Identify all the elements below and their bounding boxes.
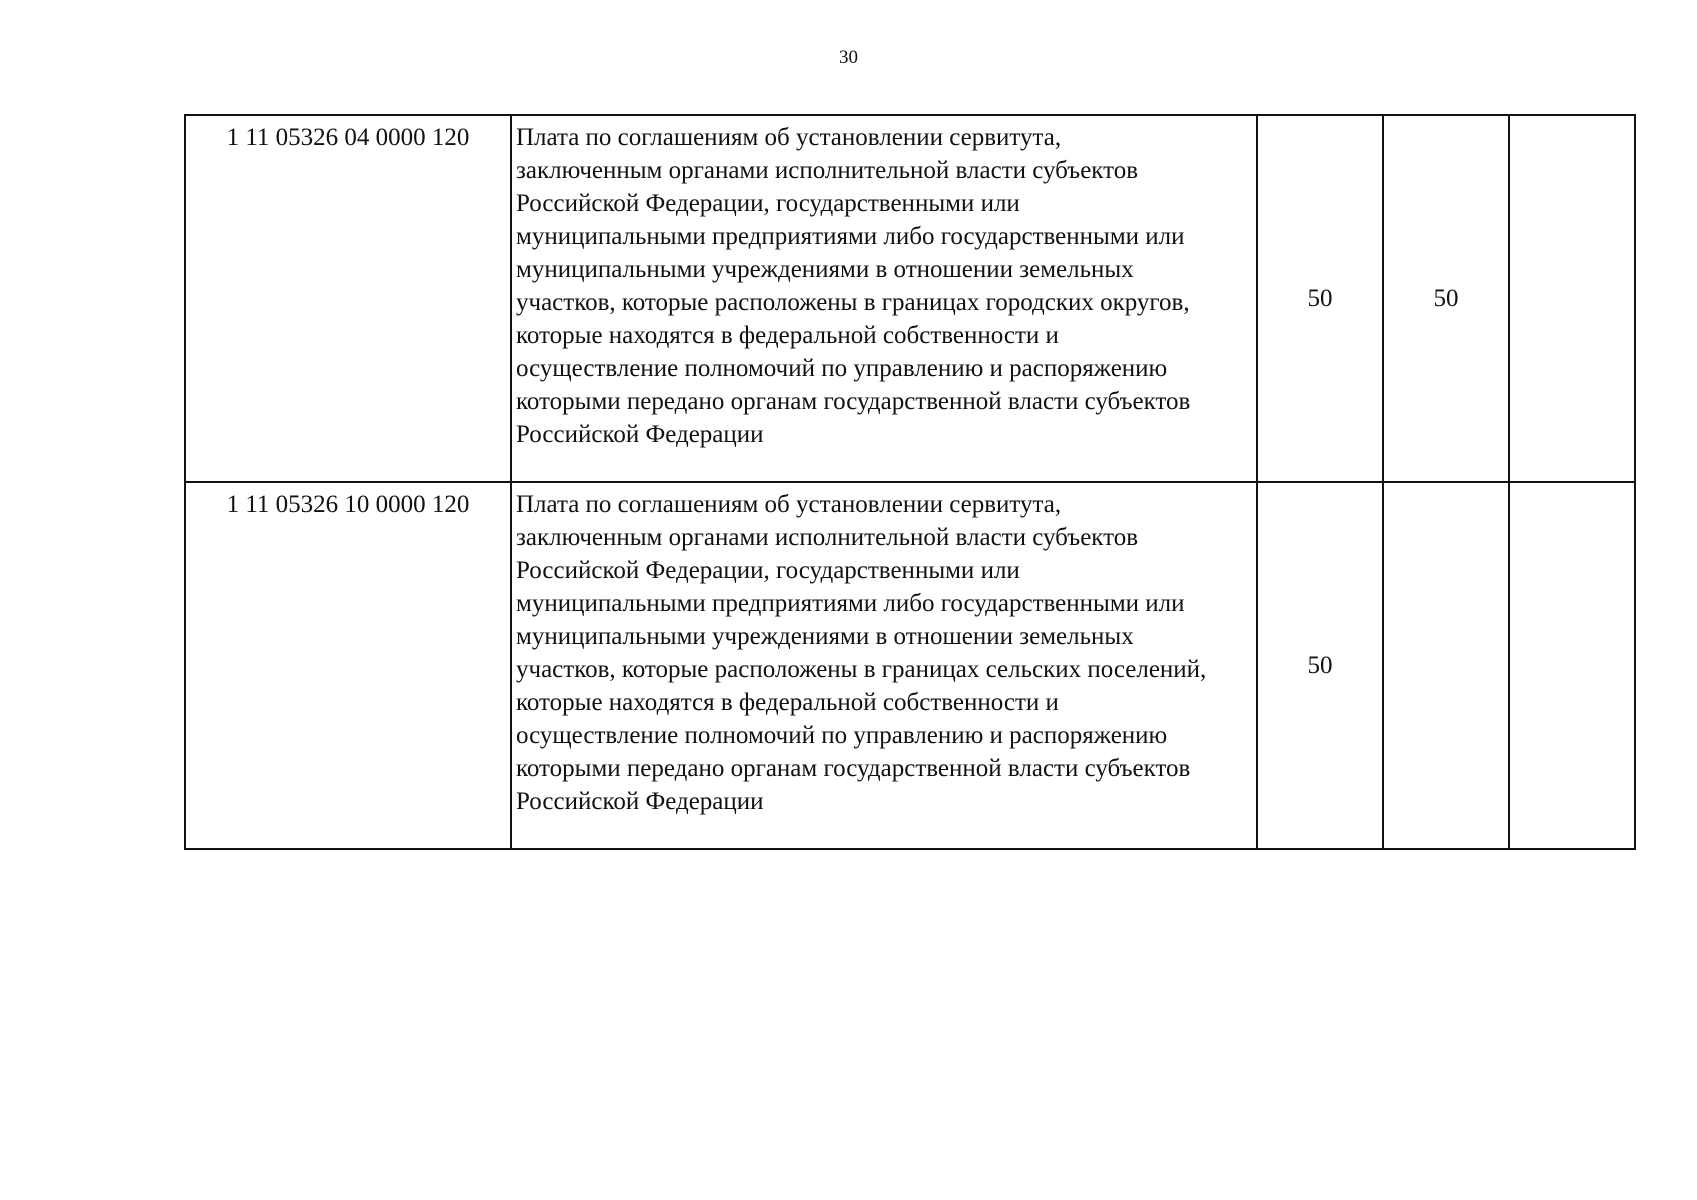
description-line: участков, которые расположены в границах сельских поселений, — [516, 656, 1207, 683]
description-cell — [511, 482, 1257, 849]
description-line: муниципальными учреждениями в отношении земельных — [516, 256, 1134, 283]
description-line: муниципальными учреждениями в отношении земельных — [516, 623, 1134, 650]
description-line: муниципальными предприятиями либо государственными или — [516, 223, 1185, 250]
table-row — [185, 482, 1635, 849]
description-line: Российской Федерации — [516, 421, 764, 448]
description-line: которые находятся в федеральной собственности и — [516, 689, 1059, 716]
description-line: Российской Федерации, государственными или — [516, 190, 1020, 217]
description-line: осуществление полномочий по управлению и распоряжению — [516, 355, 1168, 382]
description-line: участков, которые расположены в границах городских округов, — [516, 289, 1190, 316]
description-line: заключенным органами исполнительной власти субъектов — [516, 524, 1139, 551]
table-row — [185, 115, 1635, 482]
description-line: которыми передано органам государственной власти субъектов — [516, 388, 1191, 415]
description-line: Российской Федерации — [516, 788, 764, 815]
description-line: заключенным органами исполнительной власти субъектов — [516, 157, 1139, 184]
revenue-table — [184, 114, 1636, 850]
page-number: 30 — [839, 47, 858, 68]
description-line: которыми передано органам государственной власти субъектов — [516, 755, 1191, 782]
description-cell — [511, 115, 1257, 482]
budget-code-cell: 1 11 05326 10 0000 120 — [185, 482, 511, 849]
value-cell-col4: 50 — [1383, 115, 1509, 482]
description-line: которые находятся в федеральной собственности и — [516, 322, 1059, 349]
value-cell-col5 — [1509, 115, 1635, 482]
description-line: Российской Федерации, государственными или — [516, 557, 1020, 584]
description-line: Плата по соглашениям об установлении сервитута, — [516, 124, 1062, 151]
description-line: осуществление полномочий по управлению и распоряжению — [516, 722, 1168, 749]
description-line: Плата по соглашениям об установлении сервитута, — [516, 491, 1062, 518]
value-cell-col3: 50 — [1257, 115, 1383, 482]
value-cell-col4 — [1383, 482, 1509, 849]
value-cell-col3: 50 — [1257, 482, 1383, 849]
value-cell-col5 — [1509, 482, 1635, 849]
description-line: муниципальными предприятиями либо государственными или — [516, 590, 1185, 617]
budget-code-cell: 1 11 05326 04 0000 120 — [185, 115, 511, 482]
